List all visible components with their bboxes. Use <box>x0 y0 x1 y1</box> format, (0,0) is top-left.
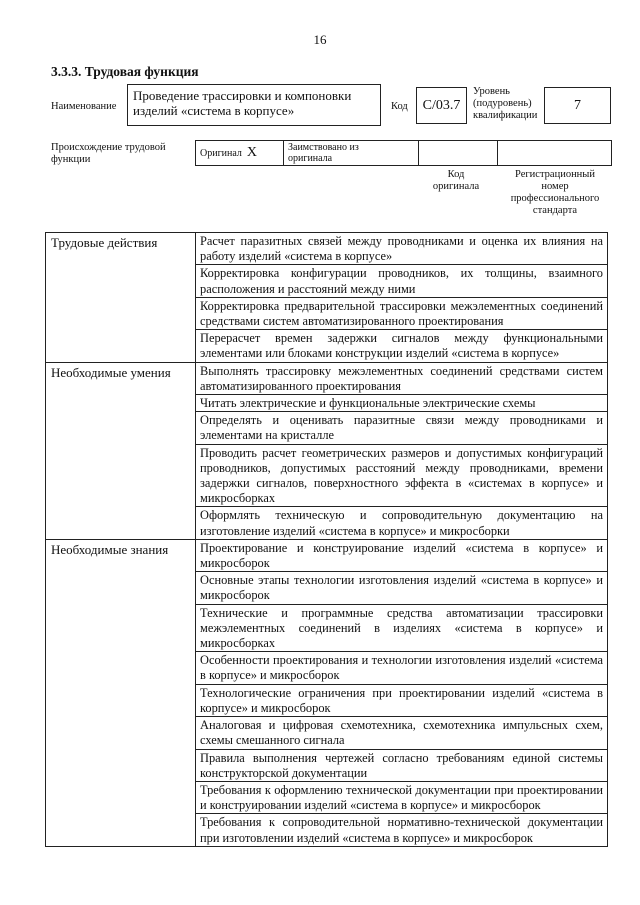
list-item: Требования к сопроводительной нормативно-технической документации при изготовлении изделий «система в корпусе» и микросборок <box>196 814 608 846</box>
original-mark: X <box>246 145 258 160</box>
list-item: Проектирование и конструирование изделий «система в корпусе» и микросборок <box>196 539 608 571</box>
list-item: Технологические ограничения при проектировании изделий «система в корпусе» и микросборок <box>196 684 608 716</box>
list-item: Выполнять трассировку межэлементных соединений средствами систем автоматизированного проектирования <box>196 362 608 394</box>
list-item: Особенности проектирования и технологии изготовления изделий «система в корпусе» и микросборок <box>196 652 608 684</box>
registration-number-cell <box>498 141 612 166</box>
list-item: Корректировка предварительной трассировки межэлементных соединений средствами систем автоматизированного проектирования <box>196 297 608 329</box>
function-details-table <box>45 232 608 847</box>
list-item: Корректировка конфигурации проводников, их толщины, взаимного расположения и расстояний между ними <box>196 265 608 297</box>
origin-table <box>195 140 612 166</box>
list-item: Определять и оценивать паразитные связи между проводниками и элементами на кристалле <box>196 412 608 444</box>
page-number: 16 <box>313 32 327 47</box>
level-label: Уровень (подуровень) квалификации <box>473 86 538 121</box>
category-labor-actions: Трудовые действия <box>46 233 196 363</box>
qualification-level-box: 7 <box>544 87 611 124</box>
function-code-box: С/03.7 <box>416 87 467 124</box>
function-name-box: Проведение трассировки и компоновки изделий «система в корпусе» <box>127 84 381 126</box>
borrowed-cell: Заимствовано из оригинала <box>284 141 419 166</box>
list-item: Расчет паразитных связей между проводниками и оценка их влияния на работу изделий «система в корпусе» <box>196 233 608 265</box>
table-row <box>46 539 608 571</box>
origin-code-caption: Код оригинала <box>432 169 480 192</box>
category-knowledge: Необходимые знания <box>46 539 196 846</box>
name-label: Наименование <box>51 101 117 112</box>
origin-code-cell <box>419 141 498 166</box>
code-label: Код <box>391 101 408 112</box>
list-item: Основные этапы технологии изготовления изделий «система в корпусе» и микросборок <box>196 572 608 604</box>
list-item: Аналоговая и цифровая схемотехника, схемотехника импульсных схем, схемы смешанного сигнала <box>196 717 608 749</box>
registration-number-caption: Регистрационный номер профессионального стандарта <box>510 169 600 216</box>
list-item: Проводить расчет геометрических размеров и допустимых конфигураций проводников, допустимых расстояний между проводниками, времени задержки сигналов, поверхностного эффекта в «системах в корпусе» и микросборках <box>196 444 608 507</box>
list-item: Правила выполнения чертежей согласно требованиям единой системы конструкторской документации <box>196 749 608 781</box>
category-skills: Необходимые умения <box>46 362 196 539</box>
origin-label: Происхождение трудовой функции <box>51 142 166 165</box>
original-label: Оригинал <box>200 148 242 159</box>
list-item: Требования к оформлению технической документации при проектировании и конструировании изделий «система в корпусе» и микросборок <box>196 781 608 813</box>
list-item: Перерасчет времен задержки сигналов между функциональными элементами или блоками конструкции изделий «система в корпусе» <box>196 330 608 362</box>
original-cell <box>196 141 284 166</box>
table-row <box>46 362 608 394</box>
list-item: Читать электрические и функциональные электрические схемы <box>196 395 608 412</box>
section-title: 3.3.3. Трудовая функция <box>51 64 199 79</box>
table-row <box>46 233 608 265</box>
list-item: Технические и программные средства автоматизации трассировки межэлементных соединений в изделиях «система в корпусе» и микросборках <box>196 604 608 652</box>
list-item: Оформлять техническую и сопроводительную документацию на изготовление изделий «система в корпусе» и микросборки <box>196 507 608 539</box>
